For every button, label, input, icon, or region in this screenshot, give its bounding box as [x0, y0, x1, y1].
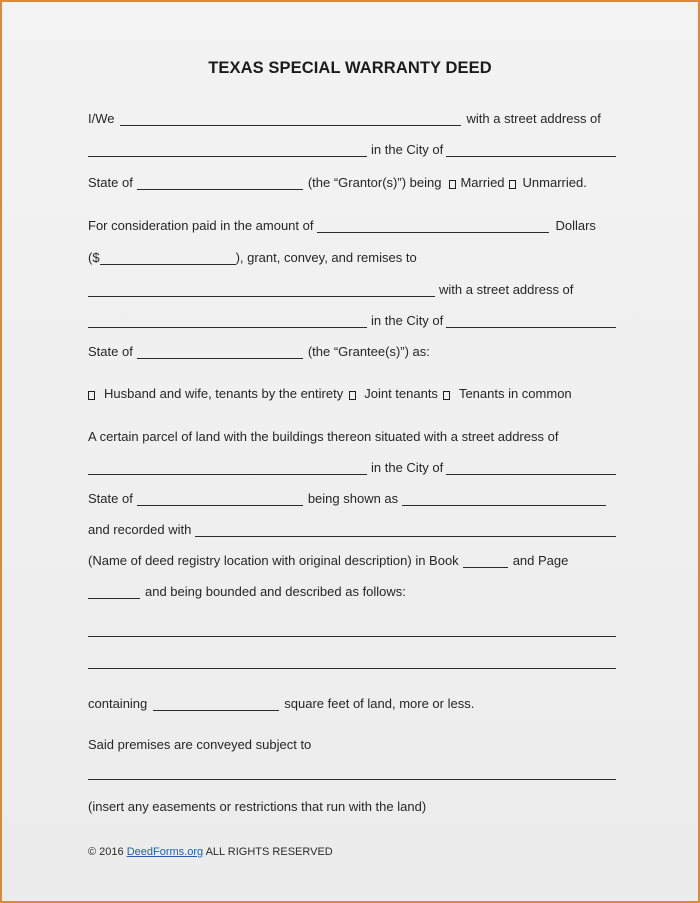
grantor-label: I/We — [88, 111, 115, 126]
parcel-intro-text: A certain parcel of land with the buildings thereon situated with a street address of — [88, 429, 559, 444]
grant-text: ), grant, convey, and remises to — [235, 250, 417, 265]
grantor-state-row — [88, 172, 616, 190]
tenants-in-common-checkbox[interactable] — [443, 391, 450, 400]
joint-tenants-checkbox[interactable] — [349, 391, 356, 400]
parcel-street-blank[interactable] — [88, 462, 367, 475]
document-title: TEXAS SPECIAL WARRANTY DEED — [208, 59, 492, 77]
description-line-2[interactable] — [88, 668, 616, 669]
consideration-row — [88, 215, 616, 233]
and-page-label: and Page — [512, 553, 569, 568]
grantor-name-blank[interactable] — [120, 113, 461, 126]
grantor-state-blank[interactable] — [137, 177, 303, 190]
dollar-open: ($ — [88, 250, 100, 265]
grantee-state-label: State of — [88, 344, 133, 359]
grantee-state-blank[interactable] — [137, 346, 303, 359]
unmarried-checkbox[interactable] — [509, 180, 516, 189]
amount-row — [88, 247, 616, 265]
parcel-intro-row — [88, 426, 616, 444]
grantee-city-blank[interactable] — [446, 315, 616, 328]
husband-wife-checkbox[interactable] — [88, 391, 95, 400]
consideration-label: For consideration paid in the amount of — [88, 218, 314, 233]
copyright-text: © 2016 — [88, 846, 124, 858]
bounded-row — [88, 581, 616, 599]
grantee-name-row — [88, 279, 616, 297]
recorded-with-row — [88, 519, 616, 537]
subject-to-row — [88, 734, 616, 752]
containing-label: containing — [88, 696, 148, 711]
grantor-street-label: with a street address of — [466, 111, 601, 126]
parcel-address-row — [88, 457, 616, 475]
parcel-state-row — [88, 488, 616, 506]
grantor-role-text: (the “Grantor(s)”) being — [307, 175, 442, 190]
shown-as-label: being shown as — [307, 491, 399, 506]
parcel-city-label: in the City of — [371, 460, 444, 475]
grantee-name-blank[interactable] — [88, 284, 435, 297]
unmarried-label: Unmarried. — [522, 175, 587, 190]
parcel-state-label: State of — [88, 491, 133, 506]
footer — [88, 846, 333, 858]
description-line-1[interactable] — [88, 636, 616, 637]
book-blank[interactable] — [463, 555, 508, 568]
grantee-state-row — [88, 341, 616, 359]
grantor-city-label: in the City of — [371, 142, 444, 157]
registry-text: (Name of deed registry location with original description) in Book — [88, 553, 459, 568]
grantee-role-text: (the “Grantee(s)”) as: — [307, 344, 430, 359]
grantee-address-row — [88, 310, 616, 328]
easements-note-row — [88, 796, 616, 814]
shown-as-blank[interactable] — [402, 493, 606, 506]
joint-tenants-label: Joint tenants — [364, 386, 438, 401]
married-label: Married — [460, 175, 505, 190]
grantee-street-label: with a street address of — [439, 282, 574, 297]
recorded-with-blank[interactable] — [195, 524, 616, 537]
containing-row — [88, 693, 616, 711]
grantor-street-blank[interactable] — [88, 144, 367, 157]
bounded-text: and being bounded and described as follows: — [145, 584, 406, 599]
tenants-in-common-label: Tenants in common — [458, 386, 572, 401]
grantor-address-row — [88, 139, 616, 157]
grantee-city-label: in the City of — [371, 313, 444, 328]
husband-wife-label: Husband and wife, tenants by the entirety — [104, 386, 344, 401]
grantee-street-blank[interactable] — [88, 315, 367, 328]
grantor-name-row — [88, 108, 616, 126]
rights-text: ALL RIGHTS RESERVED — [205, 846, 333, 858]
square-feet-text: square feet of land, more or less. — [284, 696, 475, 711]
deedforms-link[interactable]: DeedForms.org — [126, 846, 204, 858]
parcel-state-blank[interactable] — [137, 493, 303, 506]
consideration-words-blank[interactable] — [317, 220, 549, 233]
subject-to-line[interactable] — [88, 779, 616, 780]
amount-blank[interactable] — [100, 252, 236, 265]
tenancy-options-row — [88, 383, 616, 401]
grantor-state-label: State of — [88, 175, 133, 190]
subject-to-label: Said premises are conveyed subject to — [88, 737, 312, 752]
page-blank[interactable] — [88, 586, 140, 599]
grantor-city-blank[interactable] — [446, 144, 616, 157]
parcel-city-blank[interactable] — [446, 462, 616, 475]
dollars-label: Dollars — [555, 218, 596, 233]
married-checkbox[interactable] — [449, 180, 456, 189]
square-feet-blank[interactable] — [153, 698, 279, 711]
registry-row — [88, 550, 616, 568]
recorded-with-label: and recorded with — [88, 522, 192, 537]
easements-note: (insert any easements or restrictions that run with the land) — [88, 799, 427, 814]
